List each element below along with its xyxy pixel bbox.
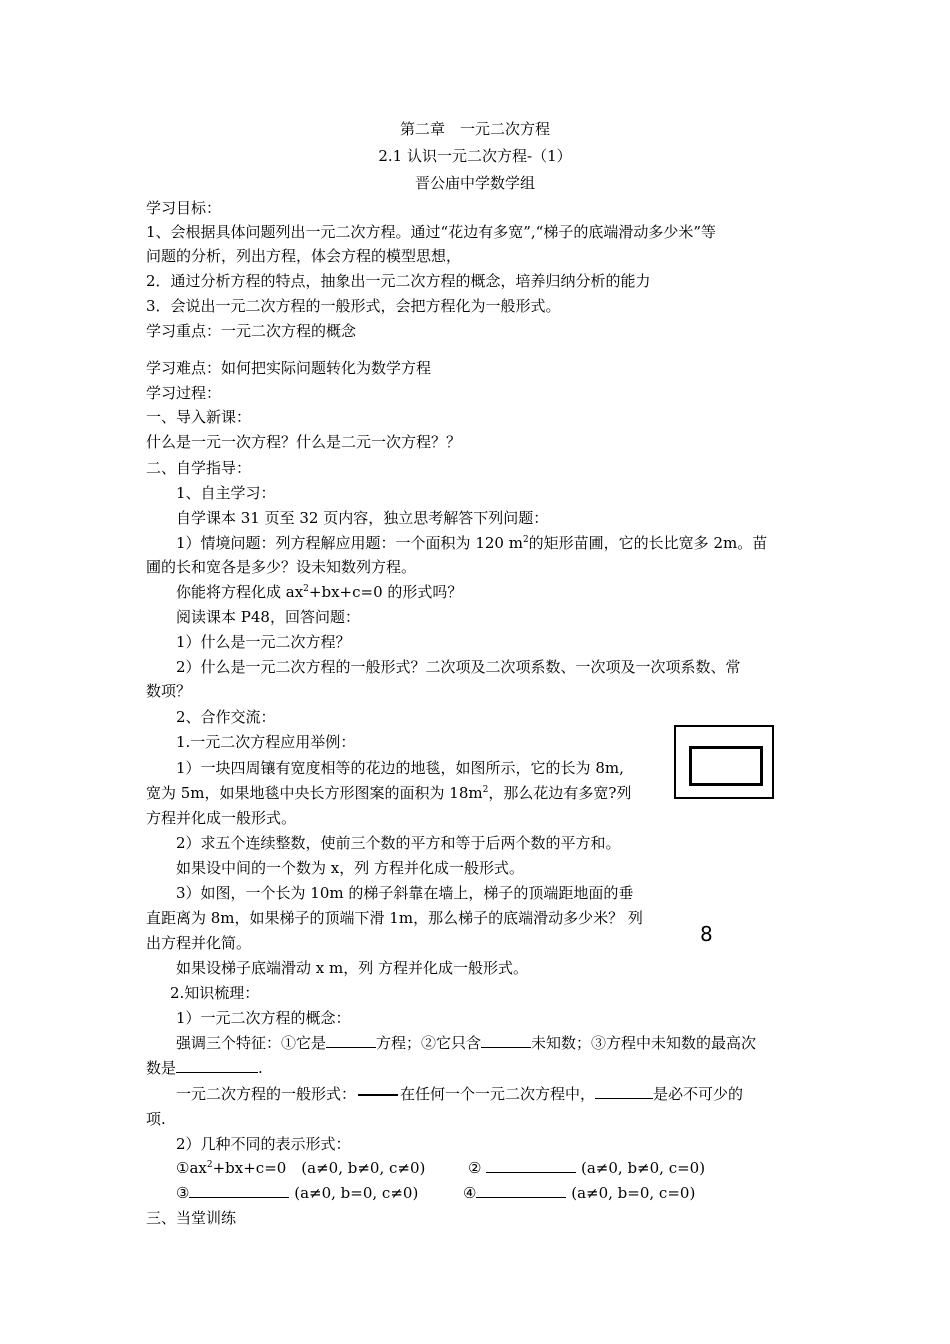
chapter-title: 第二章 一元二次方程	[399, 120, 550, 138]
general-form-question: 你能将方程化成 $ax^2+bx+c=0$ 的形式吗？	[176, 583, 463, 601]
three-features-line-1: 强调三个特征：①它是 方程；②它只含 未知数；③方程中未知数的最高次	[176, 1034, 757, 1052]
blank-highest-degree[interactable]	[176, 1058, 258, 1073]
problem-3-line-3: 出方程并化简。	[146, 934, 252, 952]
figure-number: 8	[700, 922, 713, 946]
blank-equation-type[interactable]	[326, 1033, 376, 1048]
problem-2-line-1: 2）求五个连续整数，使前三个数的平方和等于后两个数的平方和。	[176, 834, 621, 852]
forms-heading: 2）几种不同的表示形式：	[176, 1135, 351, 1153]
goal-1-line-2: 问题的分析，列出方程，体会方程的模型思想，	[146, 247, 462, 265]
three-features-line-2: 数是 .	[146, 1059, 263, 1077]
goal-3: 3．会说出一元二次方程的一般形式，会把方程化为一般形式。	[146, 297, 561, 315]
problem-2-line-2: 如果设中间的一个数为 x，列 方程并化成一般形式。	[176, 859, 524, 877]
practice-heading: 三、当堂训练	[146, 1209, 237, 1227]
blank-general-form[interactable]	[358, 1094, 398, 1096]
general-form-line-1: 一元二次方程的一般形式： 在任何一个一元二次方程中， 是必不可少的	[176, 1085, 744, 1103]
key-point: 学习重点：一元二次方程的概念	[146, 322, 357, 340]
carpet-figure-inner	[689, 746, 763, 786]
read-textbook: 阅读课本 P48，回答问题：	[176, 608, 360, 626]
concept-heading: 1）一元二次方程的概念：	[176, 1009, 351, 1027]
problem-1-line-2: 宽为 5m，如果地毯中央长方形图案的面积为 $18m^2$，那么花边有多宽?列	[146, 784, 632, 802]
form-1: $①ax^2+bx+c=0$ (a≠0, b≠0, c≠0)	[176, 1159, 426, 1177]
coop-heading: 2、合作交流：	[176, 708, 276, 726]
author-group: 晋公庙中学数学组	[414, 174, 535, 192]
process-heading: 学习过程：	[146, 384, 222, 402]
intro-heading: 一、导入新课：	[146, 408, 252, 426]
intro-question: 什么是一元一次方程？什么是二元一次方程？？	[146, 433, 462, 451]
form-2: ② (a≠0, b≠0, c=0)	[468, 1159, 706, 1177]
self-study-reading: 自学课本 31 页至 32 页内容，独立思考解答下列问题：	[176, 509, 549, 527]
knowledge-heading: 2.知识梳理：	[170, 984, 260, 1002]
reading-q2-line-2: 数项？	[146, 682, 192, 700]
blank-form-2[interactable]	[486, 1158, 576, 1173]
goals-heading: 学习目标：	[146, 199, 222, 217]
form-4: ④ (a≠0, b=0, c=0)	[463, 1184, 696, 1202]
scenario-line-1: 1）情境问题：列方程解应用题：一个面积为 120 $m^2$的矩形苗圃，它的长比宽多 2m。苗	[176, 534, 768, 552]
problem-3-line-2: 直距离为 8m，如果梯子的顶端下滑 1m，那么梯子的底端滑动多少米？ 列	[146, 909, 643, 927]
self-study-sub: 1、自主学习：	[176, 484, 276, 502]
goal-1-line-1: 1、会根据具体问题列出一元二次方程。通过“花边有多宽”,“梯子的底端滑动多少米”等	[146, 223, 716, 241]
blank-unknown-count[interactable]	[481, 1033, 531, 1048]
lesson-title: 2.1 认识一元二次方程-（1）	[378, 147, 572, 165]
difficulty: 学习难点：如何把实际问题转化为数学方程	[146, 359, 432, 377]
self-study-heading: 二、自学指导：	[146, 459, 252, 477]
blank-form-4[interactable]	[476, 1183, 566, 1198]
problem-3-line-4: 如果设梯子底端滑动 x m，列 方程并化成一般形式。	[176, 959, 528, 977]
scenario-line-2: 圃的长和宽各是多少？设未知数列方程。	[146, 558, 417, 576]
blank-form-3[interactable]	[189, 1183, 289, 1198]
problem-3-line-1: 3）如图，一个长为 10m 的梯子斜靠在墙上，梯子的顶端距地面的垂	[176, 884, 634, 902]
form-3: ③ (a≠0, b=0, c≠0)	[176, 1184, 419, 1202]
problem-1-line-1: 1）一块四周镶有宽度相等的花边的地毯，如图所示，它的长为 8m,	[176, 759, 624, 777]
reading-q2-line-1: 2）什么是一元二次方程的一般形式？二次项及二次项系数、一次项及一次项系数、常	[176, 658, 741, 676]
coop-sub: 1.一元二次方程应用举例：	[176, 733, 356, 751]
reading-q1: 1）什么是一元二次方程？	[176, 633, 351, 651]
goal-2: 2．通过分析方程的特点，抽象出一元二次方程的概念，培养归纳分析的能力	[146, 272, 651, 290]
problem-1-line-3: 方程并化成一般形式。	[146, 809, 297, 827]
blank-required-term[interactable]	[595, 1084, 653, 1099]
general-form-line-2: 项.	[146, 1110, 166, 1128]
